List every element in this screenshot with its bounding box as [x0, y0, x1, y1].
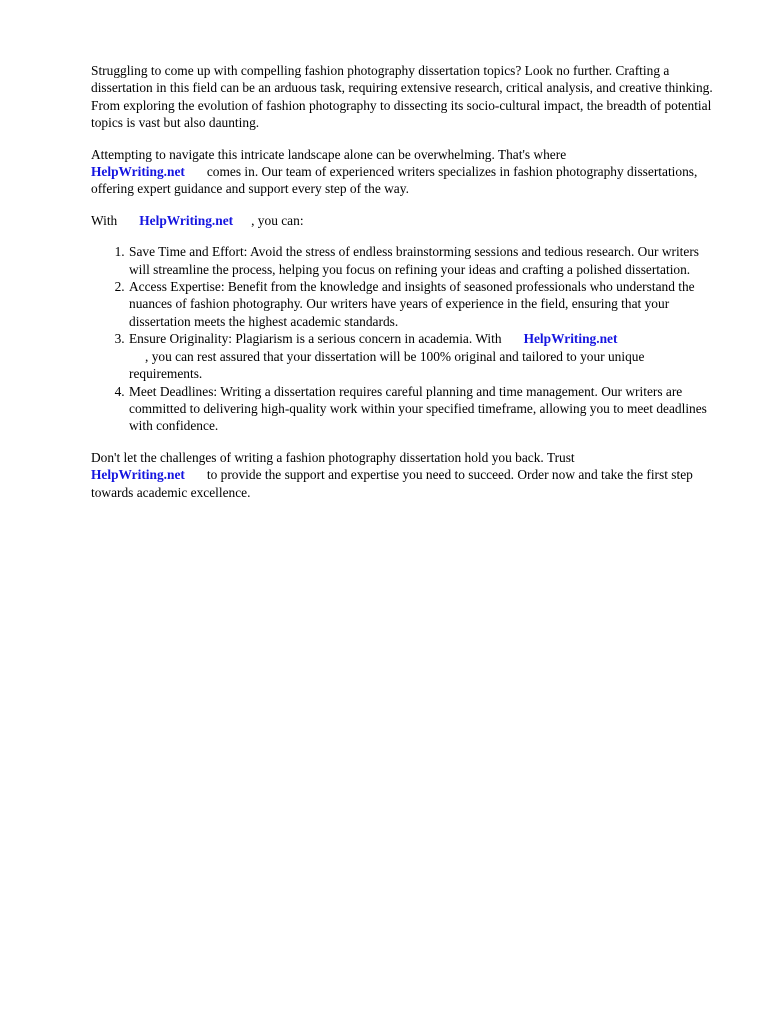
list-item-text-after: , you can rest assured that your dissertation will be 100% original and tailored to your unique requirements. — [129, 348, 645, 382]
list-item: 4. Meet Deadlines: Writing a dissertation requires careful planning and time management. Our writers are committed to delivering high-quality work within your specified timeframe, allowing you to meet deadlines with confidence. — [128, 383, 721, 435]
service-paragraph-text-after: comes in. Our team of experienced writers specializes in fashion photography dissertations, offering expert guidance and support every step of the way. — [91, 164, 698, 197]
benefits-intro-with: With — [91, 212, 118, 228]
benefits-intro-after: , you can: — [251, 212, 304, 228]
document-page — [91, 62, 721, 515]
list-item: 2. Access Expertise: Benefit from the knowledge and insights of seasoned professionals who understand the nuances of fashion photography. Our writers have years of experience in the field, ensuring that your dissertation meets the highest academic standards. — [128, 278, 721, 330]
closing-paragraph-text-after: to provide the support and expertise you need to succeed. Order now and take the first step towards academic excellence. — [91, 467, 693, 500]
intro-paragraph: Struggling to come up with compelling fashion photography dissertation topics? Look no further. Crafting a dissertation in this field can be an arduous task, requiring extensive research, critical analysis, and creative thinking. From exploring the evolution of fashion photography to dissecting its socio-cultural impact, the breadth of potential topics is vast but also daunting. — [91, 63, 713, 131]
benefits-list — [91, 243, 721, 434]
closing-paragraph-text-before: Don't let the challenges of writing a fashion photography dissertation hold you back. Trust — [91, 449, 575, 465]
service-paragraph-text-before: Attempting to navigate this intricate landscape alone can be overwhelming. That's where — [91, 146, 567, 162]
helpwriting-link[interactable]: HelpWriting.net — [91, 467, 185, 483]
list-item-text-before: Ensure Originality: Plagiarism is a serious concern in academia. With — [129, 331, 502, 347]
helpwriting-link[interactable]: HelpWriting.net — [91, 164, 185, 180]
list-item: 1. Save Time and Effort: Avoid the stress of endless brainstorming sessions and tedious research. Our writers will streamline the process, helping you focus on refining your ideas and crafting a polished dissertation. — [128, 243, 721, 278]
closing-paragraph — [91, 449, 721, 501]
helpwriting-link[interactable]: HelpWriting.net — [523, 331, 618, 347]
list-item — [128, 330, 721, 382]
service-paragraph — [91, 146, 721, 198]
benefits-intro — [91, 212, 721, 229]
helpwriting-link[interactable]: HelpWriting.net — [139, 212, 234, 228]
